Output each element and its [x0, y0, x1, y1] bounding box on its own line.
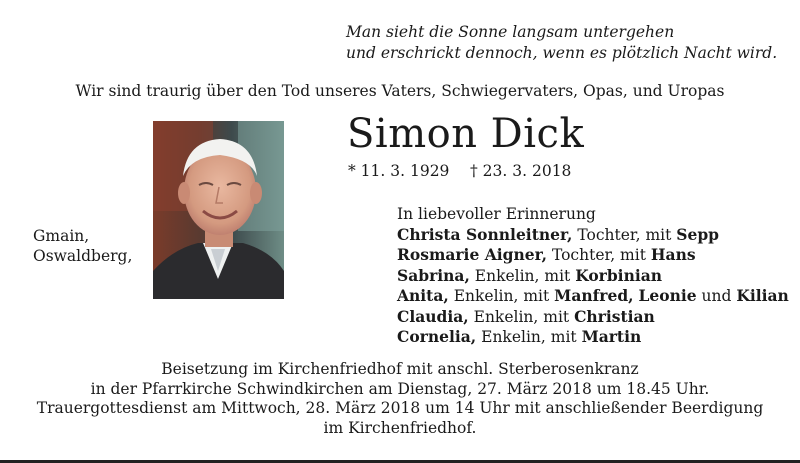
mourner-relation: Tochter, mit — [547, 246, 651, 264]
mourner-partner: Christian — [574, 306, 655, 326]
intro-text: Wir sind traurig über den Tod unseres Vaters, Schwiegervaters, Opas, und Uropas — [75, 82, 725, 100]
mourner-row — [397, 286, 789, 307]
place-line-1: Gmain, — [33, 227, 90, 245]
mourner-name: Christa Sonnleitner, — [397, 224, 573, 244]
mourner-relation: Enkelin, mit — [476, 328, 582, 346]
mourners-list — [397, 205, 789, 348]
place-line-2: Oswaldberg, — [33, 247, 133, 265]
mourner-partner: Leonie — [638, 286, 697, 305]
funeral-line-3: Trauergottesdienst am Mittwoch, 28. März 2018 um 14 Uhr mit anschließender Beerdigung — [36, 399, 764, 417]
mourners-heading: In liebevoller Erinnerung — [397, 205, 596, 223]
mourner-relation: Tochter, mit — [572, 225, 677, 244]
mourner-row — [397, 327, 789, 348]
mourner-conjunction: und — [696, 287, 737, 305]
deceased-name: Simon Dick — [347, 111, 585, 157]
mourner-partner: Sepp — [676, 224, 719, 244]
mourner-relation: Enkelin, mit — [469, 266, 576, 285]
mourner-name: Claudia, — [397, 306, 469, 326]
mourner-relation: Enkelin, mit — [468, 307, 575, 326]
portrait-photo — [153, 121, 284, 299]
mourner-row — [397, 307, 789, 328]
death-date: † 23. 3. 2018 — [470, 162, 572, 180]
mourner-name: Sabrina, — [397, 265, 470, 285]
mourner-row — [397, 266, 789, 287]
mourner-row — [397, 245, 789, 266]
mourner-partner: Manfred, — [554, 286, 634, 305]
mourner-row — [397, 225, 789, 246]
funeral-line-1: Beisetzung im Kirchenfriedhof mit anschl. Sterberosenkranz — [161, 360, 639, 378]
mourner-partner: Korbinian — [575, 265, 663, 285]
mourner-partner: Martin — [581, 327, 642, 346]
mourner-name: Anita, — [397, 286, 449, 305]
birth-date: * 11. 3. 1929 — [348, 162, 450, 180]
mourner-name: Rosmarie Aigner, — [397, 245, 548, 264]
poem-line-1: Man sieht die Sonne langsam untergehen — [346, 23, 675, 41]
mourner-partner: Kilian — [736, 286, 789, 305]
funeral-line-4: im Kirchenfriedhof. — [323, 418, 477, 437]
funeral-line-2: in der Pfarrkirche Schwindkirchen am Dienstag, 27. März 2018 um 18.45 Uhr. — [90, 379, 710, 398]
mourner-partner: Hans — [650, 245, 696, 264]
poem-line-2: und erschrickt dennoch, wenn es plötzlich Nacht wird. — [346, 44, 778, 62]
poem — [346, 22, 777, 64]
mourner-relation: Enkelin, mit — [448, 287, 555, 305]
funeral-details — [0, 360, 800, 438]
mourner-name: Cornelia, — [397, 327, 477, 346]
